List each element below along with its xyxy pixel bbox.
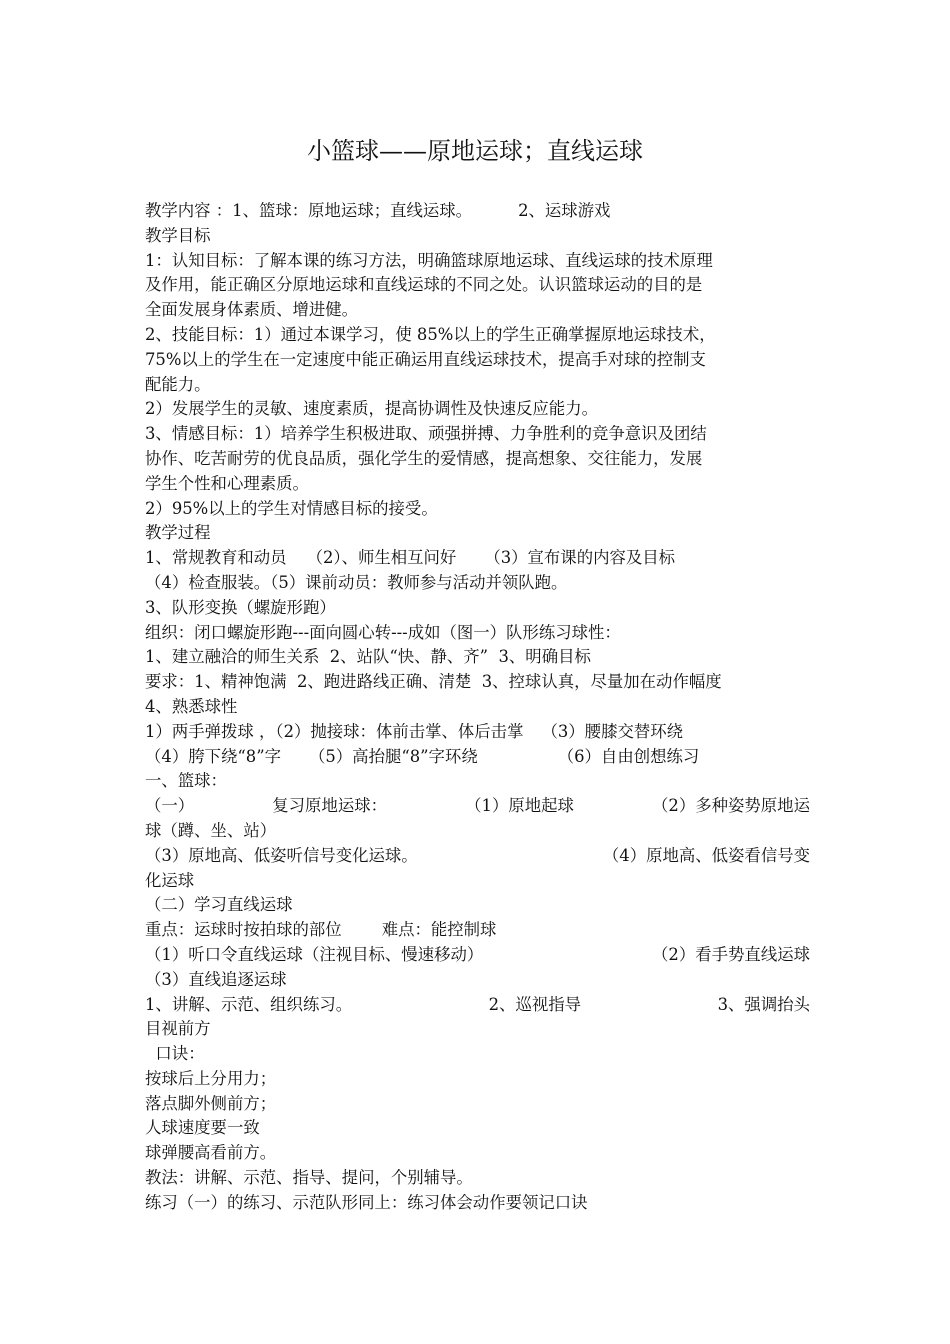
text-line	[145, 869, 810, 894]
text-line	[145, 422, 810, 447]
text-line	[145, 224, 810, 249]
text-segment: 学生个性和心理素质。	[145, 473, 309, 493]
text-line	[145, 670, 810, 695]
text-line	[145, 571, 810, 596]
text-line	[145, 497, 810, 522]
text-line	[145, 199, 810, 224]
text-segment: 教学内容 ：1、篮球：原地运球；直线运球。	[145, 201, 473, 220]
text-line	[145, 521, 810, 546]
text-line	[145, 844, 810, 869]
text-segment: （6）自由创想练习	[557, 746, 700, 766]
text-line	[145, 249, 810, 274]
text-line	[145, 447, 810, 472]
text-segment: 按球后上分用力；	[145, 1068, 277, 1088]
text-segment: 复习原地运球：	[272, 796, 388, 816]
text-line	[145, 596, 810, 621]
text-line	[145, 1191, 810, 1216]
text-line	[145, 323, 810, 348]
text-segment: 配能力。	[145, 374, 211, 394]
text-line	[145, 1042, 810, 1067]
text-line	[145, 794, 810, 819]
text-segment: 教法：讲解、示范、指导、提问，个别辅导。	[145, 1168, 473, 1188]
text-line	[145, 1116, 810, 1141]
text-segment: 目视前方	[145, 1019, 211, 1039]
text-segment: （1）听口令直线运球（注视目标、慢速移动）	[145, 944, 484, 964]
text-line	[145, 1141, 810, 1166]
text-segment: 难点：能控制球	[381, 920, 497, 940]
text-line	[145, 819, 810, 844]
text-line	[145, 1092, 810, 1117]
text-line	[145, 993, 810, 1018]
text-segment: 2）发展学生的灵敏、速度素质，提高协调性及快速反应能力。	[145, 399, 598, 419]
document-body	[145, 199, 810, 1216]
text-segment: （3）腰膝交替环绕	[541, 721, 684, 741]
text-segment: 球（蹲、坐、站）	[145, 820, 277, 840]
text-segment: 75%以上的学生在一定速度中能正确运用直线运球技术，提高手对球的控制支	[145, 349, 706, 369]
text-line	[145, 745, 810, 770]
text-segment: 1）两手弹拨球 ，（2）抛接球：体前击掌、体后击掌	[145, 721, 524, 741]
text-segment: 1：认知目标：了解本课的练习方法，明确篮球原地运球、直线运球的技术原理	[145, 250, 713, 270]
text-segment: 化运球	[145, 870, 195, 890]
text-segment: 1、建立融洽的师生关系 2、站队“快、静、齐” 3、明确目标	[145, 647, 591, 667]
text-segment: 一、篮球：	[145, 771, 227, 791]
text-line	[145, 645, 810, 670]
text-line	[145, 1017, 810, 1042]
text-segment: 1、讲解、示范、组织练习。	[145, 994, 353, 1014]
text-segment: （一）	[145, 796, 195, 816]
text-line	[145, 695, 810, 720]
text-line	[145, 893, 810, 918]
text-segment: 球弹腰高看前方。	[145, 1143, 277, 1163]
text-line	[145, 918, 810, 943]
text-line	[145, 621, 810, 646]
text-line	[145, 769, 810, 794]
text-segment: （2）看手势直线运球	[652, 944, 810, 964]
page-title: 小篮球——原地运球；直线运球	[307, 137, 643, 165]
text-line	[145, 720, 810, 745]
text-segment: 及作用，能正确区分原地运球和直线运球的不同之处。认识篮球运动的目的是	[145, 275, 703, 295]
text-segment: （3）直线追逐运球	[145, 969, 287, 989]
text-segment: （4）检查服装。（5）课前动员：教师参与活动并领队跑。	[145, 572, 568, 592]
text-segment: 2、技能目标：1）通过本课学习，使 85%以上的学生正确掌握原地运球技术，	[145, 324, 716, 344]
text-segment: （2）多种姿势原地运	[652, 796, 810, 816]
text-line	[145, 546, 810, 571]
text-line	[145, 1067, 810, 1092]
text-line	[145, 943, 810, 968]
text-segment: （1）原地起球	[465, 796, 574, 816]
text-segment: 3、强调抬头	[717, 994, 810, 1014]
text-segment: 2、运球游戏	[518, 201, 611, 220]
text-segment: 组织：闭口螺旋形跑---面向圆心转---成如（图一）队形练习球性：	[145, 622, 621, 642]
text-segment: （3）宣布课的内容及目标	[484, 548, 676, 568]
text-segment: 2）95%以上的学生对情感目标的接受。	[145, 498, 438, 518]
text-segment: 落点脚外侧前方；	[145, 1093, 277, 1113]
text-segment: 3、情感目标：1）培养学生积极进取、顽强拼搏、力争胜利的竞争意识及团结	[145, 424, 707, 444]
text-line	[145, 298, 810, 323]
text-segment: 协作、吃苦耐劳的优良品质，强化学生的爱情感，提高想象、交往能力，发展	[145, 448, 703, 468]
text-segment: 1、常规教育和动员	[145, 548, 287, 568]
text-line	[145, 472, 810, 497]
text-segment: （4）原地高、低姿看信号变	[602, 845, 810, 865]
text-segment: 口诀：	[145, 1044, 205, 1064]
text-segment: （5）高抬腿“8”字环绕	[308, 746, 478, 766]
text-segment: 教学目标	[145, 225, 211, 245]
text-segment: 人球速度要一致	[145, 1118, 260, 1138]
text-line	[145, 373, 810, 398]
text-segment: （二）学习直线运球	[145, 895, 293, 915]
text-line	[145, 1166, 810, 1191]
text-segment: 3、队形变换（螺旋形跑）	[145, 597, 336, 617]
text-segment: 全面发展身体素质、增进健。	[145, 300, 359, 320]
text-line	[145, 397, 810, 422]
text-segment: 重点：运球时按拍球的部位	[145, 920, 342, 940]
text-line	[145, 348, 810, 373]
text-segment: 要求：1、精神饱满 2、跑进路线正确、清楚 3、控球认真，尽量加在动作幅度	[145, 672, 722, 692]
text-segment: 教学过程	[145, 523, 211, 543]
text-segment: （3）原地高、低姿听信号变化运球。	[145, 845, 418, 865]
text-line	[145, 273, 810, 298]
text-segment: （2）、师生相互问好	[306, 548, 457, 568]
text-line	[145, 968, 810, 993]
text-segment: （4）胯下绕“8”字	[145, 746, 281, 766]
text-segment: 练习（一）的练习、示范队形同上：练习体会动作要领记口诀	[145, 1192, 588, 1212]
text-segment: 4、熟悉球性	[145, 696, 238, 716]
text-segment: 2、巡视指导	[488, 994, 582, 1014]
